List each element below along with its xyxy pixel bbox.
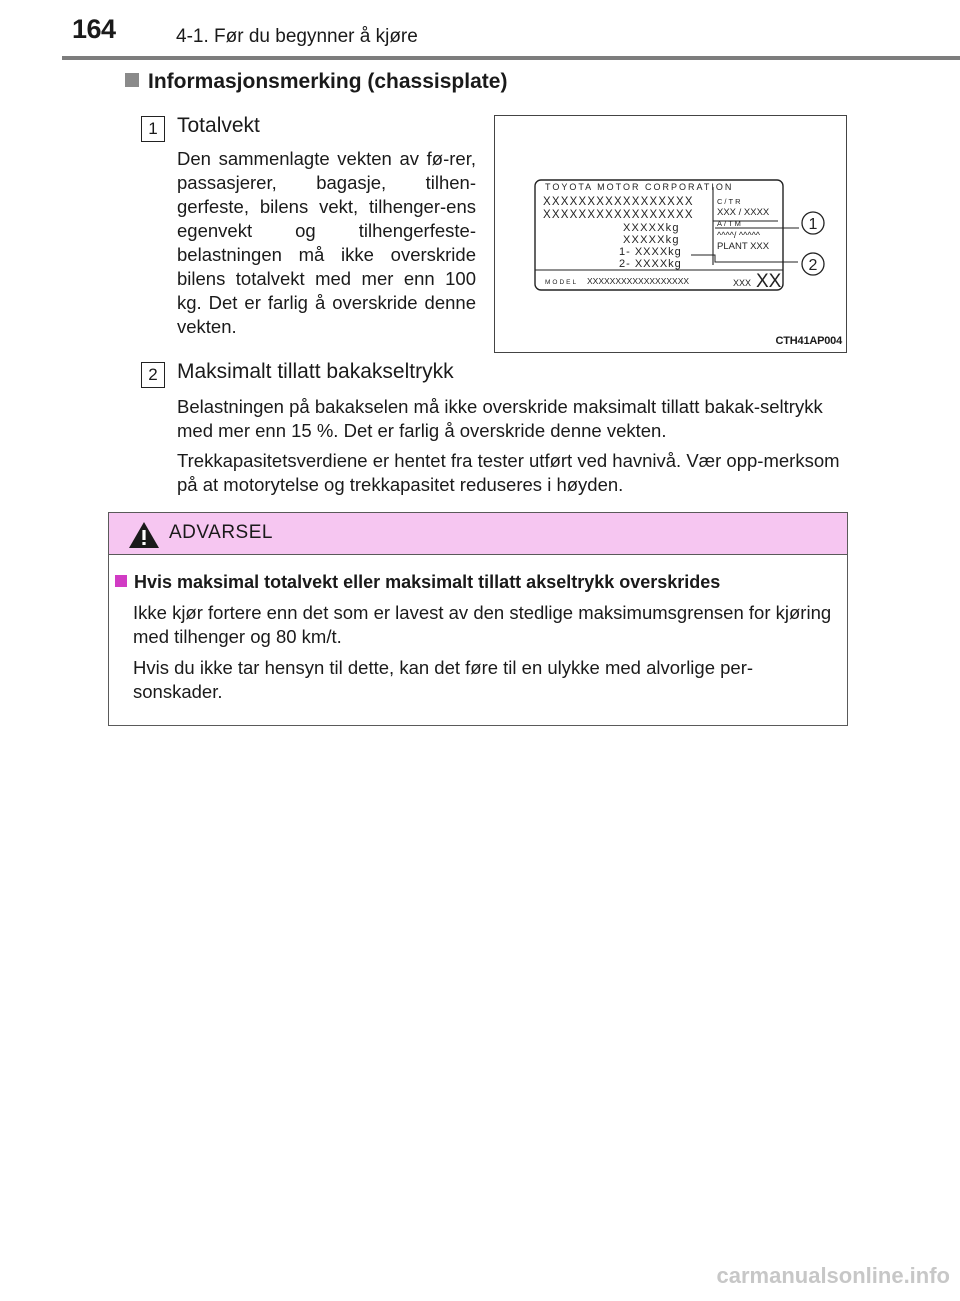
item-2-title: Maksimalt tillatt bakakseltrykk (177, 360, 454, 383)
warning-paragraph-2: Hvis du ikke tar hensyn til dette, kan det føre til en ulykke med alvorlige per-sonskader. (133, 657, 754, 702)
warning-box (108, 512, 848, 726)
plate-weight-2: XXXXXkg (623, 234, 680, 246)
plate-vin-1: XXXXXXXXXXXXXXXXX (543, 196, 694, 208)
plate-model-label: MODEL (545, 279, 579, 286)
plate-axle-1: 1- XXXXkg (619, 246, 682, 258)
item-2-text: Belastningen på bakakselen må ikke overskride maksimalt tillatt bakak-seltrykk med mer enn 15 %. Det er farlig å overskride denne vekten. (177, 396, 823, 441)
warning-title: ADVARSEL (169, 522, 273, 543)
section-heading-text: Informasjonsmerking (chassisplate) (148, 70, 508, 93)
item-1-number: 1 (141, 116, 165, 142)
header-divider (62, 56, 960, 60)
plate-atm-value: ^^^^/ ^^^^^ (717, 230, 761, 240)
chassis-plate-illustration (495, 116, 846, 352)
plate-ctr-value: XXX / XXXX (717, 207, 770, 218)
warning-heading-text: Hvis maksimal totalvekt eller maksimalt tillatt akseltrykk overskrides (134, 572, 721, 592)
warning-heading (115, 572, 720, 593)
plate-vin-2: XXXXXXXXXXXXXXXXX (543, 209, 694, 221)
warning-paragraph-1: Ikke kjør fortere enn det som er lavest av den stedlige maksimumsgrensen for kjøring med tilhenger og 80 km/t. (133, 602, 832, 647)
item-1-title: Totalvekt (177, 114, 260, 137)
warning-triangle-icon (128, 521, 160, 549)
plate-axle-2: 2- XXXXkg (619, 258, 682, 270)
item-2-text-2: Trekkapasitetsverdiene er hentet fra tester utført ved havnivå. Vær opp-merksom på at motorytelse og trekkapasitet reduseres i høyden. (177, 450, 840, 495)
figure-code: CTH41AP004 (775, 335, 842, 347)
chassis-plate-figure (494, 115, 847, 353)
callout-2: 2 (808, 257, 818, 274)
callout-1: 1 (808, 216, 818, 233)
item-2-number: 2 (141, 362, 165, 388)
warning-header (109, 513, 847, 555)
plate-code-small: XXX (733, 278, 752, 288)
plate-ctr-label: C/TR (717, 197, 743, 206)
plate-model-value: XXXXXXXXXXXXXXXXXX (587, 276, 690, 286)
section-title: 4-1. Før du begynner å kjøre (176, 26, 418, 47)
plate-maker: TOYOTA MOTOR CORPORATION (545, 182, 734, 192)
section-heading (125, 70, 507, 94)
square-bullet-icon (125, 73, 139, 87)
page-number: 164 (72, 14, 116, 44)
plate-plant: PLANT XXX (717, 241, 770, 252)
square-bullet-icon (115, 575, 127, 587)
item-1-text: Den sammenlagte vekten av fø-rer, passasjerer, bagasje, tilhen-gerfeste, bilens vekt, tilhenger-ens egenvekt og tilhengerfeste-belastningen må ikke overskride bilens totalvekt med mer enn 100 kg. Det er farlig å overskride denne vekten. (177, 148, 476, 337)
plate-weight-1: XXXXXkg (623, 222, 680, 234)
watermark: carmanualsonline.info (716, 1263, 950, 1288)
plate-code-big: XX (756, 271, 782, 292)
plate-atm-label: A/TM (717, 219, 743, 228)
